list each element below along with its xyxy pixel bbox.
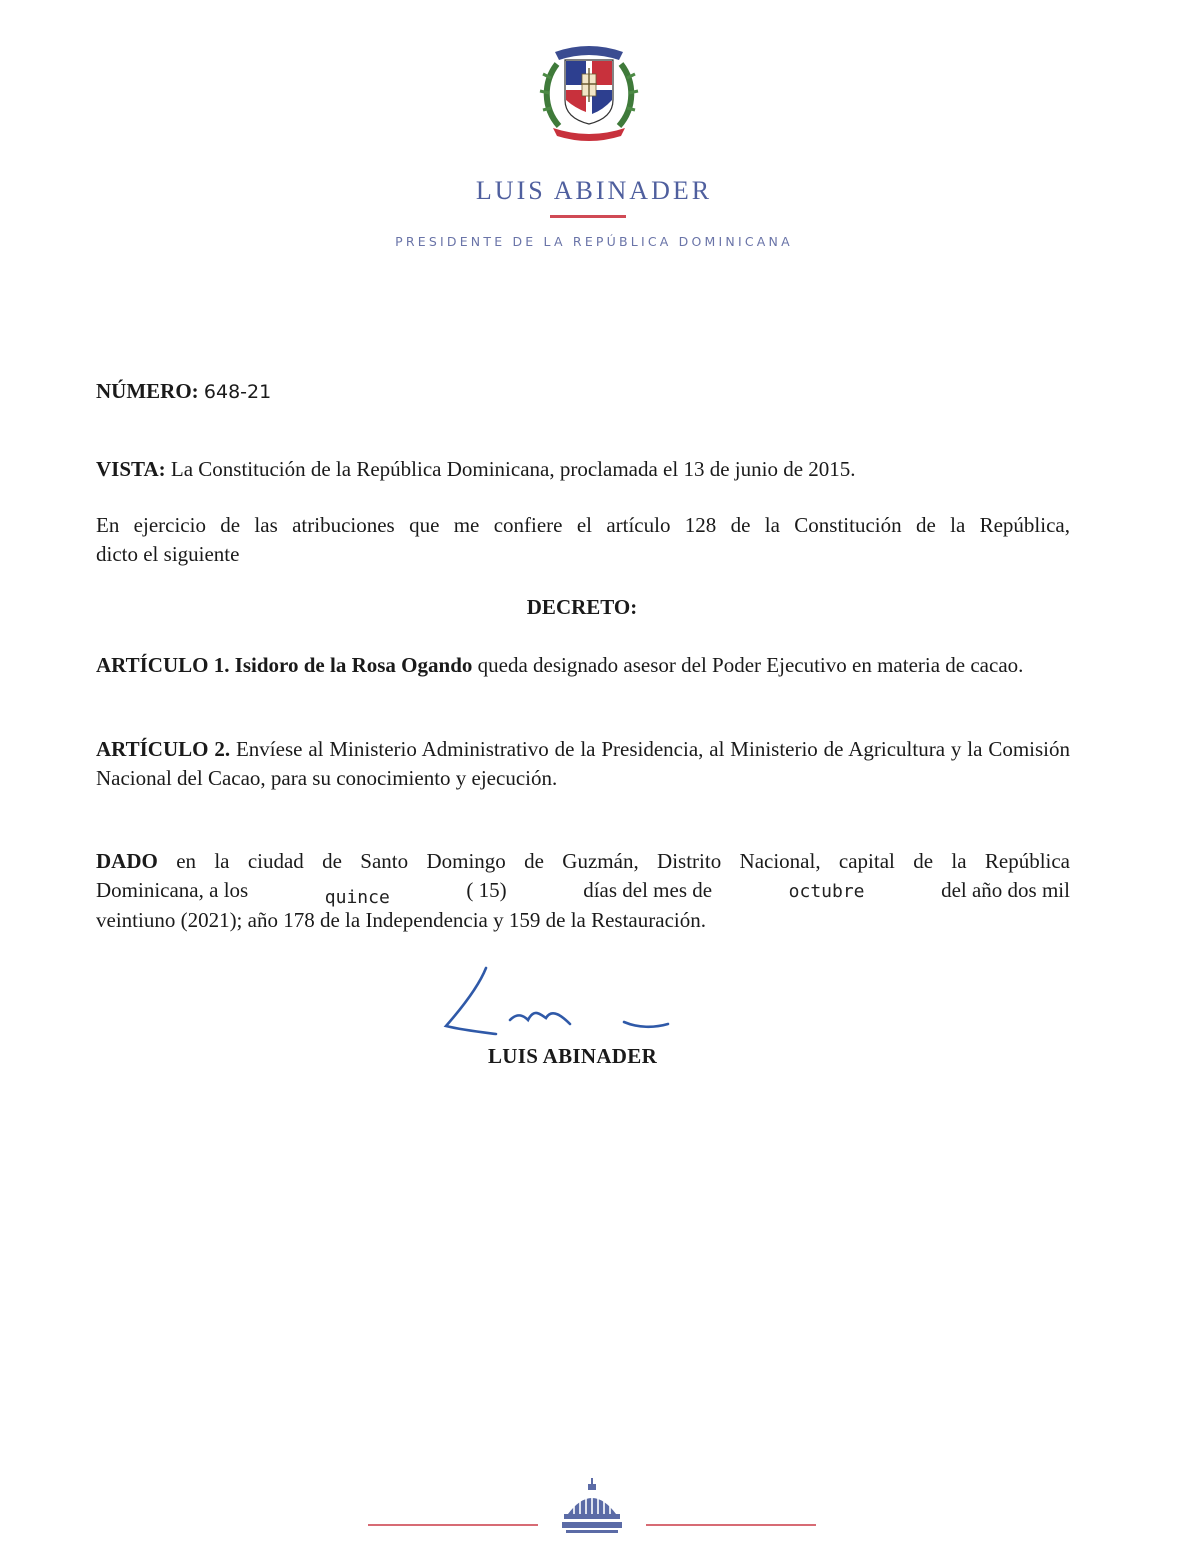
- footer-rule-left: [368, 1524, 538, 1526]
- dado-line-2b: días del mes de: [583, 878, 713, 902]
- article-2: [96, 735, 1070, 793]
- dado-line-3: veintiuno (2021); año 178 de la Independencia y 159 de la Restauración.: [96, 908, 706, 932]
- preamble-paragraph: [96, 511, 1070, 569]
- letterhead-subtitle: PRESIDENTE DE LA REPÚBLICA DOMINICANA: [395, 234, 793, 249]
- letterhead-name: LUIS ABINADER: [475, 176, 713, 205]
- dado-label: DADO: [96, 849, 158, 873]
- month-field: octubre: [788, 881, 865, 902]
- coat-of-arms-icon: [537, 38, 641, 144]
- footer-rule-right: [646, 1524, 816, 1526]
- decree-number-label: NÚMERO:: [96, 379, 199, 403]
- article-2-label: ARTÍCULO 2.: [96, 737, 231, 761]
- article-1-label: ARTÍCULO 1.: [96, 653, 230, 677]
- signature-handwriting: [438, 962, 678, 1042]
- decree-heading: DECRETO:: [526, 595, 638, 619]
- article-1-text: queda designado asesor del Poder Ejecutivo en materia de cacao.: [477, 653, 1024, 677]
- day-number: ( 15): [466, 878, 507, 902]
- letterhead-divider: [550, 215, 626, 218]
- dado-line: [96, 876, 1070, 906]
- preamble-line: En ejercicio de las atribuciones que me confiere el artículo 128 de la Constitución de la República,: [96, 513, 1070, 537]
- vista-text: La Constitución de la República Dominicana, proclamada el 13 de junio de 2015.: [170, 457, 856, 481]
- dado-line-1: en la ciudad de Santo Domingo de Guzmán, Distrito Nacional, capital de la República: [176, 849, 1071, 873]
- decree-number: [96, 377, 1070, 407]
- palace-dome-icon: [560, 1476, 624, 1536]
- article-1: [96, 651, 1070, 680]
- dado-line-2a: Dominicana, a los: [96, 878, 249, 902]
- dado-paragraph: [96, 847, 1070, 935]
- vista-paragraph: [96, 455, 1070, 484]
- article-1-appointee: Isidoro de la Rosa Ogando: [234, 653, 473, 677]
- article-2-text: Envíese al Ministerio Administrativo de la Presidencia, al Ministerio de Agricultura y la Comisión Nacional del Cacao, para su conocimiento y ejecución.: [96, 737, 1070, 790]
- decree-number-value: 648-21: [203, 381, 272, 403]
- preamble-line: dicto el siguiente: [96, 542, 240, 566]
- dado-line-2c: del año dos mil: [941, 878, 1070, 902]
- day-word-field: quince: [324, 887, 390, 908]
- dado-line: [96, 847, 1070, 876]
- signatory-name: LUIS ABINADER: [488, 1044, 658, 1068]
- vista-label: VISTA:: [96, 457, 166, 481]
